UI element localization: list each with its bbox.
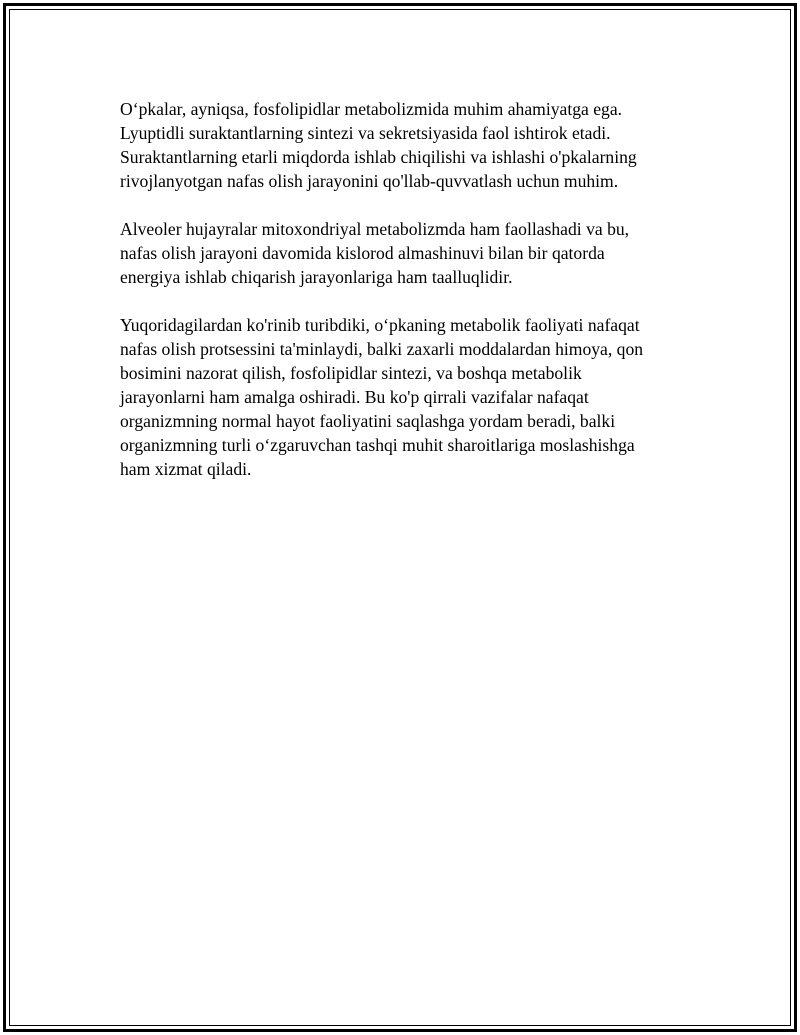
text-line: jarayonlarni ham amalga oshiradi. Bu ko'p qirrali vazifalar nafaqat (120, 387, 589, 407)
document-page (3, 3, 797, 1032)
text-line: nafas olish jarayoni davomida kislorod almashinuvi bilan bir qatorda (120, 243, 605, 263)
paragraph-2 (120, 217, 680, 289)
paragraph-1 (120, 97, 680, 193)
text-line: Yuqoridagilardan ko'rinib turibdiki, o‘pkaning metabolik faoliyati nafaqat (120, 315, 640, 335)
text-line: Lyuptidli suraktantlarning sintezi va sekretsiyasida faol ishtirok etadi. (120, 123, 611, 143)
text-line: organizmning normal hayot faoliyatini saqlashga yordam beradi, balki (120, 411, 616, 431)
text-line: Alveoler hujayralar mitoxondriyal metabolizmda ham faollashadi va bu, (120, 219, 630, 239)
paragraph-3 (120, 313, 680, 481)
text-line: organizmning turli o‘zgaruvchan tashqi muhit sharoitlariga moslashishga (120, 435, 635, 455)
text-line: ham xizmat qiladi. (120, 459, 252, 479)
document-body (120, 97, 680, 505)
text-line: rivojlanyotgan nafas olish jarayonini qo'llab-quvvatlash uchun muhim. (120, 171, 619, 191)
text-line: energiya ishlab chiqarish jarayonlariga ham taalluqlidir. (120, 267, 513, 287)
text-line: nafas olish protsessini ta'minlaydi, balki zaxarli moddalardan himoya, qon (120, 339, 644, 359)
text-line: bosimini nazorat qilish, fosfolipidlar sintezi, va boshqa metabolik (120, 363, 582, 383)
text-line: O‘pkalar, ayniqsa, fosfolipidlar metabolizmida muhim ahamiyatga ega. (120, 99, 623, 119)
text-line: Suraktantlarning etarli miqdorda ishlab chiqilishi va ishlashi o'pkalarning (120, 147, 637, 167)
